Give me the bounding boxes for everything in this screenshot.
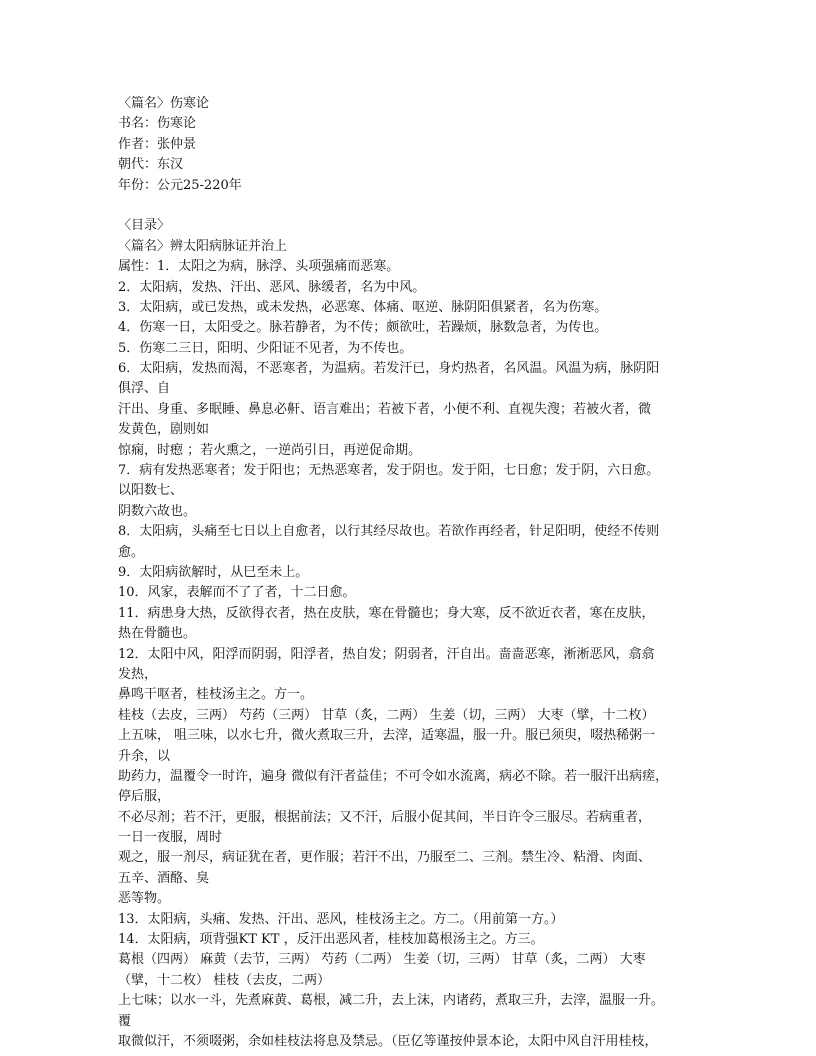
body-line: 以阳数七、 [118, 483, 184, 499]
dynasty: 朝代：东汉 [118, 157, 184, 173]
body-line: （擘，十二枚） 桂枝（去皮，二两） [118, 972, 331, 988]
body-line: 观之，服一剂尽，病证犹在者，更作服；若汗不出，乃服至二、三剂。禁生冷、粘滑、肉面、 [118, 850, 652, 866]
body-line: 热在骨髓也。 [118, 626, 197, 642]
body-line: 助药力，温覆令一时许，遍身 微似有汗者益佳；不可令如水流离，病必不除。若一服汗出病瘥， [118, 768, 669, 784]
body-line: 3．太阳病，或已发热，或未发热，必恶寒、体痛、呕逆、脉阴阳俱紧者，名为伤寒。 [118, 299, 608, 315]
author: 作者：张仲景 [118, 136, 197, 152]
body-line: 汗出、身重、多眠睡、鼻息必鼾、语言难出；若被下者，小便不利、直视失溲；若被火者，微 [118, 401, 652, 417]
body-line: 升余，以 [118, 748, 171, 764]
document-page [118, 94, 708, 1052]
body-line: 12．太阳中风，阳浮而阴弱，阳浮者，热自发；阴弱者，汗自出。啬啬恶寒，淅淅恶风，翕翕 [118, 646, 655, 662]
body-line: 6．太阳病，发热而渴，不恶寒者，为温病。若发汗已，身灼热者，名风温。风温为病，脉阴阳 [118, 361, 660, 377]
body-line: 桂枝（去皮，三两） 芍药（三两） 甘草（炙，二两） 生姜（切，三两） 大枣（擘，十二枚） [118, 707, 655, 723]
body-line: 一日一夜服，周时 [118, 830, 223, 846]
body-line: 8．太阳病，头痛至七日以上自愈者，以行其经尽故也。若欲作再经者，针足阳明，使经不传则 [118, 524, 660, 540]
body-line: 阴数六故也。 [118, 503, 197, 519]
body-line: 取微似汗，不须啜粥，余如桂枝法将息及禁忌。（臣亿等谨按仲景本论，太阳中风自汗用桂枝， [118, 1033, 658, 1049]
body-line: 葛根（四两） 麻黄（去节，三两） 芍药（二两） 生姜（切，三两） 甘草（炙，二两） 大枣 [118, 952, 646, 968]
body-line: 五辛、酒酪、臭 [118, 870, 210, 886]
body-line: 属性：1．太阳之为病，脉浮、头项强痛而恶寒。 [118, 259, 400, 275]
body-line: 停后服， [118, 789, 171, 805]
body-line: 覆 [118, 1013, 132, 1029]
body-line: 发黄色，剧则如 [118, 422, 210, 438]
body-line: 14．太阳病，项背强KT KT ，反汗出恶风者，桂枝加葛根汤主之。方三。 [118, 932, 544, 948]
toc-label: 〈目录〉 [118, 218, 171, 234]
body-line: 13．太阳病，头痛、发热、汗出、恶风，桂枝汤主之。方二。（用前第一方。） [118, 911, 564, 927]
body-line: 5．伤寒二三日，阳明、少阳证不见者，为不传也。 [118, 340, 413, 356]
body-line: 7．病有发热恶寒者；发于阳也；无热恶寒者，发于阴也。发于阳，七日愈；发于阴，六日愈。 [118, 463, 660, 479]
body-line: 11．病患身大热，反欲得衣者，热在皮肤，寒在骨髓也；身大寒，反不欲近衣者，寒在皮肤， [118, 605, 655, 621]
body-line: 愈。 [118, 544, 145, 560]
body-line: 恶等物。 [118, 891, 171, 907]
body-line: 不必尽剂；若不汗，更服，根据前法；又不汗，后服小促其间，半日许令三服尽。若病重者， [118, 809, 652, 825]
body-line: 2．太阳病，发热、汗出、恶风、脉缓者，名为中风。 [118, 279, 426, 295]
body-line: 4．伤寒一日，太阳受之。脉若静者，为不传；颇欲吐，若躁烦，脉数急者，为传也。 [118, 320, 608, 336]
body-line: 鼻鸣干呕者，桂枝汤主之。方一。 [118, 687, 314, 703]
toc-chapter: 〈篇名〉辨太阳病脉证并治上 [118, 238, 288, 254]
body-line: 上五味， 咀三味，以水七升，微火煮取三升，去滓，适寒温，服一升。服已须臾，啜热稀粥一 [118, 728, 656, 744]
body-line: 俱浮、自 [118, 381, 171, 397]
body-line: 发热， [118, 666, 158, 682]
section-gap [118, 196, 708, 216]
body-line: 10．风家，表解而不了了者，十二日愈。 [118, 585, 356, 601]
body-line: 上七味；以水一斗，先煮麻黄、葛根，减二升，去上沫，内诸药，煮取三升，去滓，温服一升。 [118, 993, 665, 1009]
book-name: 书名：伤寒论 [118, 116, 197, 132]
body-line: 惊痫，时瘛 ；若火熏之，一逆尚引日，再逆促命期。 [118, 442, 422, 458]
years: 年份：公元25-220年 [118, 177, 242, 193]
chapter-tag: 〈篇名〉伤寒论 [118, 96, 210, 111]
body-line: 9．太阳病欲解时，从巳至未上。 [118, 564, 309, 580]
body-text [118, 257, 708, 1052]
